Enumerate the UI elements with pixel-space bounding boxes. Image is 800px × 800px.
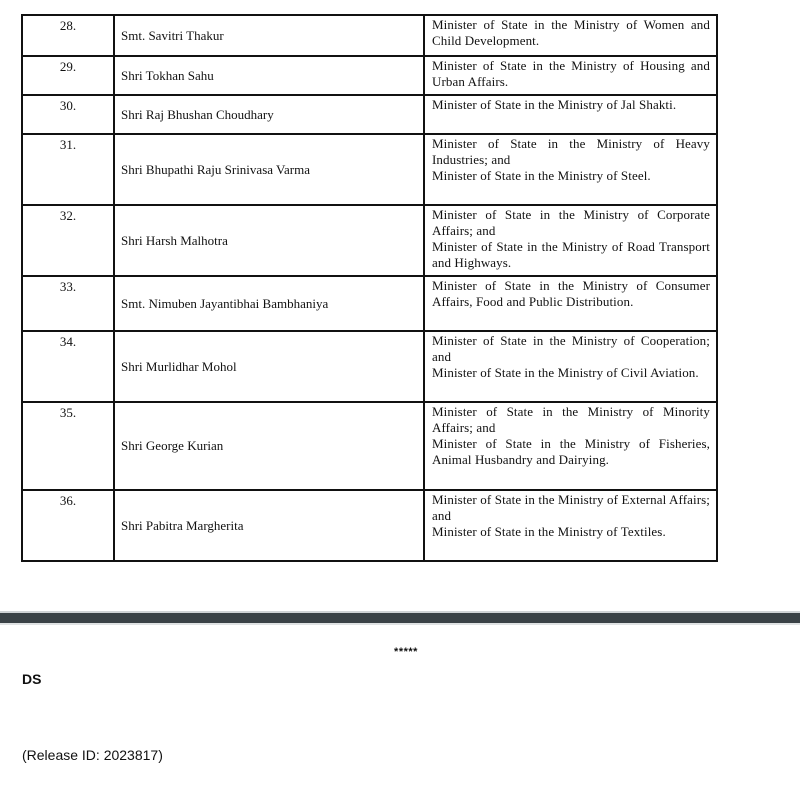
portfolio-line: Minister of State in the Ministry of Jal Shakti. [432,97,677,112]
portfolio [424,15,717,56]
portfolio [424,95,717,134]
page-divider [0,611,800,625]
portfolio-line: Minister of State in the Ministry of Textiles. [432,524,666,539]
portfolio-line: Minister of State in the Ministry of Heavy Industries; and [432,136,710,167]
release-id: (Release ID: 2023817) [22,747,163,763]
serial-number: 35. [22,402,114,490]
portfolio-line: Minister of State in the Ministry of External Affairs; and [432,492,710,523]
portfolio-line: Minister of State in the Ministry of Housing and Urban Affairs. [432,58,710,89]
portfolio-line: Minister of State in the Ministry of Consumer Affairs, Food and Public Distribution. [432,278,710,309]
portfolio [424,402,717,490]
serial-number: 36. [22,490,114,561]
table-row [22,331,717,402]
minister-name: Shri Bhupathi Raju Srinivasa Varma [114,134,424,205]
end-marker: ***** [394,646,418,658]
serial-number: 33. [22,276,114,331]
portfolio-line: Minister of State in the Ministry of Women and Child Development. [432,17,710,48]
table-row [22,402,717,490]
portfolio-line: Minister of State in the Ministry of Minority Affairs; and [432,404,710,435]
portfolio [424,490,717,561]
serial-number: 32. [22,205,114,276]
table-row [22,134,717,205]
portfolio [424,276,717,331]
minister-name: Shri Murlidhar Mohol [114,331,424,402]
serial-number: 31. [22,134,114,205]
minister-name: Shri Pabitra Margherita [114,490,424,561]
portfolio-line: Minister of State in the Ministry of Cooperation; and [432,333,710,364]
minister-name: Smt. Nimuben Jayantibhai Bambhaniya [114,276,424,331]
table-row [22,276,717,331]
portfolio [424,134,717,205]
serial-number: 28. [22,15,114,56]
portfolio [424,331,717,402]
portfolio-line: Minister of State in the Ministry of Steel. [432,168,651,183]
portfolio-line: Minister of State in the Ministry of Road Transport and Highways. [432,239,710,270]
minister-name: Shri Harsh Malhotra [114,205,424,276]
minister-name: Shri Raj Bhushan Choudhary [114,95,424,134]
table-body [22,15,717,561]
minister-name: Smt. Savitri Thakur [114,15,424,56]
ministers-table [21,14,718,562]
minister-name: Shri George Kurian [114,402,424,490]
serial-number: 30. [22,95,114,134]
portfolio-line: Minister of State in the Ministry of Fisheries, Animal Husbandry and Dairying. [432,436,710,467]
portfolio-line: Minister of State in the Ministry of Civil Aviation. [432,365,699,380]
author-initials: DS [22,671,42,687]
serial-number: 34. [22,331,114,402]
minister-name: Shri Tokhan Sahu [114,56,424,95]
table-row [22,56,717,95]
table-row [22,95,717,134]
table-row [22,15,717,56]
portfolio-line: Minister of State in the Ministry of Corporate Affairs; and [432,207,710,238]
table-row [22,490,717,561]
table-row [22,205,717,276]
portfolio [424,56,717,95]
portfolio [424,205,717,276]
serial-number: 29. [22,56,114,95]
